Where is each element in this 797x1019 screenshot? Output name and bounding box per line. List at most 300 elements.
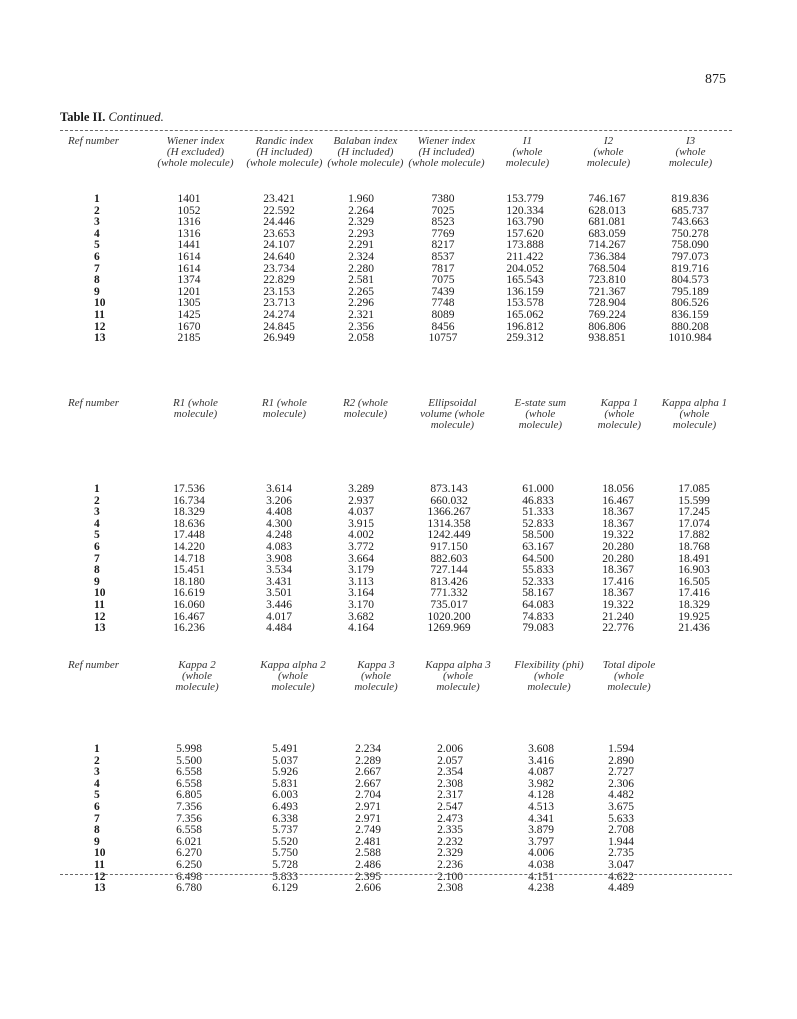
value-cell: 19.322 (602, 598, 634, 611)
value-cell: 55.833 (522, 564, 554, 577)
value-cell: 1242.449 (427, 529, 471, 542)
value-cell: 1.944 (608, 835, 634, 848)
value-cell: 1614 (177, 250, 201, 263)
ref-number-cell: 12 (94, 870, 106, 883)
value-cell: 4.622 (608, 870, 634, 883)
ref-number-cell: 10 (94, 847, 106, 860)
value-cell: 17.085 (678, 483, 710, 495)
value-cell: 1.594 (608, 743, 634, 755)
value-cell: 1201 (177, 285, 201, 298)
value-cell: 2.667 (355, 777, 381, 790)
table-row (60, 623, 732, 635)
value-cell: 8523 (431, 216, 455, 229)
value-cell: 63.167 (522, 540, 554, 553)
page-number: 875 (705, 72, 726, 87)
ref-number-cell: 5 (94, 529, 100, 542)
value-cell: 18.180 (173, 575, 205, 588)
table-section-3 (60, 660, 732, 895)
value-cell: 1366.267 (427, 506, 471, 519)
value-cell: 18.367 (602, 517, 634, 530)
value-cell: 4.037 (348, 506, 374, 519)
value-cell: 17.245 (678, 506, 710, 519)
value-cell: 806.526 (671, 297, 709, 310)
value-cell: 211.422 (506, 250, 544, 263)
ref-number-cell: 9 (94, 285, 100, 298)
value-cell: 2.395 (355, 870, 381, 883)
ref-number-cell: 4 (94, 777, 100, 790)
value-cell: 16.619 (173, 587, 205, 600)
ref-number-cell: 8 (94, 824, 100, 837)
ref-number-cell: 5 (94, 789, 100, 802)
value-cell: 1614 (177, 262, 201, 275)
value-cell: 6.129 (272, 882, 298, 895)
value-cell: 163.790 (506, 216, 544, 229)
value-cell: 18.768 (678, 540, 710, 553)
column-header: Total dipole (whole molecule) (602, 659, 656, 693)
value-cell: 4.489 (608, 882, 634, 895)
value-cell: 2.306 (608, 777, 634, 790)
value-cell: 804.573 (671, 274, 709, 287)
value-cell: 2.100 (437, 870, 463, 883)
value-cell: 7075 (431, 274, 455, 287)
value-cell: 2.289 (355, 754, 381, 767)
ref-number-cell: 6 (94, 540, 100, 553)
value-cell: 813.426 (430, 575, 468, 588)
column-header: I1 (whole molecule) (505, 135, 550, 169)
column-header: Kappa 1 (whole molecule) (597, 397, 642, 431)
value-cell: 7748 (431, 297, 455, 310)
ref-number-cell: 11 (94, 858, 105, 871)
value-cell: 6.250 (176, 858, 202, 871)
column-header: I3 (whole molecule) (668, 135, 713, 169)
table-row (60, 322, 732, 334)
table-section-2 (60, 398, 732, 635)
value-cell: 173.888 (506, 239, 544, 252)
value-cell: 6.021 (176, 835, 202, 848)
value-cell: 6.558 (176, 777, 202, 790)
value-cell: 15.451 (173, 564, 205, 577)
table-row (60, 194, 732, 206)
value-cell: 4.164 (348, 622, 374, 635)
value-cell: 3.206 (266, 494, 292, 507)
value-cell: 2.324 (348, 250, 374, 263)
column-header: Kappa 3 (whole molecule) (354, 659, 398, 693)
value-cell: 5.491 (272, 743, 298, 755)
table-row (60, 542, 732, 554)
value-cell: 736.384 (588, 250, 626, 263)
table-row (60, 565, 732, 577)
value-cell: 6.498 (176, 870, 202, 883)
value-cell: 5.833 (272, 870, 298, 883)
value-cell: 2.236 (437, 858, 463, 871)
ref-number-cell: 13 (94, 622, 106, 635)
value-cell: 3.772 (348, 540, 374, 553)
table-header-row (60, 398, 732, 444)
value-cell: 14.718 (173, 552, 205, 565)
table-row (60, 860, 732, 872)
ref-number-cell: 1 (94, 743, 100, 755)
value-cell: 2.265 (348, 285, 374, 298)
value-cell: 4.128 (528, 789, 554, 802)
column-header-ref-number: Ref number (68, 135, 120, 147)
ref-number-cell: 9 (94, 835, 100, 848)
column-header: Wiener index (H included) (whole molecule) (408, 135, 485, 169)
value-cell: 7439 (431, 285, 455, 298)
value-cell: 768.504 (588, 262, 626, 275)
value-cell: 2.486 (355, 858, 381, 871)
value-cell: 15.599 (678, 494, 710, 507)
value-cell: 19.925 (678, 610, 710, 623)
value-cell: 22.592 (263, 204, 295, 217)
value-cell: 1401 (177, 193, 201, 205)
value-cell: 17.416 (678, 587, 710, 600)
value-cell: 723.810 (588, 274, 626, 287)
value-cell: 2.296 (348, 297, 374, 310)
value-cell: 18.367 (602, 506, 634, 519)
value-cell: 882.603 (430, 552, 468, 565)
value-cell: 16.734 (173, 494, 205, 507)
value-cell: 259.312 (506, 332, 544, 345)
value-cell: 4.482 (608, 789, 634, 802)
value-cell: 2.704 (355, 789, 381, 802)
value-cell: 3.113 (348, 575, 374, 588)
value-cell: 22.829 (263, 274, 295, 287)
value-cell: 16.903 (678, 564, 710, 577)
value-cell: 24.107 (263, 239, 295, 252)
value-cell: 2.937 (348, 494, 374, 507)
value-cell: 743.663 (671, 216, 709, 229)
value-cell: 917.150 (430, 540, 468, 553)
value-cell: 2.321 (348, 308, 374, 321)
value-cell: 4.408 (266, 506, 292, 519)
value-cell: 1010.984 (668, 332, 712, 345)
value-cell: 2.547 (437, 800, 463, 813)
value-cell: 6.805 (176, 789, 202, 802)
value-cell: 17.448 (173, 529, 205, 542)
table-row (60, 802, 732, 814)
value-cell: 1316 (177, 227, 201, 240)
ref-number-cell: 10 (94, 297, 106, 310)
value-cell: 1670 (177, 320, 201, 333)
value-cell: 2.264 (348, 204, 374, 217)
value-cell: 4.248 (266, 529, 292, 542)
value-cell: 18.636 (173, 517, 205, 530)
value-cell: 2.708 (608, 824, 634, 837)
value-cell: 4.087 (528, 766, 554, 779)
ref-number-cell: 7 (94, 812, 100, 825)
value-cell: 4.513 (528, 800, 554, 813)
value-cell: 7025 (431, 204, 455, 217)
value-cell: 2.329 (437, 847, 463, 860)
value-cell: 2.234 (355, 743, 381, 755)
value-cell: 4.017 (266, 610, 292, 623)
value-cell: 74.833 (522, 610, 554, 623)
table-row (60, 240, 732, 252)
value-cell: 4.002 (348, 529, 374, 542)
table-row (60, 229, 732, 241)
value-cell: 2.971 (355, 800, 381, 813)
value-cell: 727.144 (430, 564, 468, 577)
table-row (60, 217, 732, 229)
value-cell: 26.949 (263, 332, 295, 345)
ref-number-cell: 10 (94, 587, 106, 600)
ref-number-cell: 2 (94, 754, 100, 767)
value-cell: 23.713 (263, 297, 295, 310)
ref-number-cell: 13 (94, 332, 106, 345)
value-cell: 17.416 (602, 575, 634, 588)
value-cell: 3.982 (528, 777, 554, 790)
value-cell: 1374 (177, 274, 201, 287)
value-cell: 5.998 (176, 743, 202, 755)
value-cell: 51.333 (522, 506, 554, 519)
column-header: Flexibility (phi) (whole molecule) (514, 659, 584, 693)
value-cell: 23.734 (263, 262, 295, 275)
table-caption-text: Continued. (108, 110, 164, 124)
column-header: R2 (whole molecule) (342, 397, 388, 420)
value-cell: 8537 (431, 250, 455, 263)
ref-number-cell: 3 (94, 506, 100, 519)
table-caption (60, 110, 164, 125)
value-cell: 16.060 (173, 598, 205, 611)
value-cell: 3.915 (348, 517, 374, 530)
value-cell: 4.484 (266, 622, 292, 635)
value-cell: 2.749 (355, 824, 381, 837)
value-cell: 721.367 (588, 285, 626, 298)
value-cell: 6.558 (176, 766, 202, 779)
column-header: Kappa 2 (whole molecule) (175, 659, 219, 693)
value-cell: 735.017 (430, 598, 468, 611)
ref-number-cell: 3 (94, 766, 100, 779)
value-cell: 795.189 (671, 285, 709, 298)
value-cell: 6.003 (272, 789, 298, 802)
table-row (60, 883, 732, 895)
value-cell: 3.908 (266, 552, 292, 565)
value-cell: 64.500 (522, 552, 554, 565)
value-cell: 17.074 (678, 517, 710, 530)
table-row (60, 825, 732, 837)
value-cell: 628.013 (588, 204, 626, 217)
ref-number-cell: 1 (94, 193, 100, 205)
value-cell: 3.682 (348, 610, 374, 623)
value-cell: 3.608 (528, 743, 554, 755)
value-cell: 14.220 (173, 540, 205, 553)
value-cell: 1020.200 (427, 610, 471, 623)
ref-number-cell: 11 (94, 308, 105, 321)
value-cell: 2.308 (437, 777, 463, 790)
ref-number-cell: 12 (94, 610, 106, 623)
value-cell: 61.000 (522, 483, 554, 495)
ref-number-cell: 8 (94, 564, 100, 577)
value-cell: 196.812 (506, 320, 544, 333)
value-cell: 10757 (428, 332, 458, 345)
value-cell: 2.232 (437, 835, 463, 848)
column-header: R1 (whole molecule) (173, 397, 218, 420)
value-cell: 819.716 (671, 262, 709, 275)
column-header: I2 (whole molecule) (586, 135, 631, 169)
value-cell: 3.614 (266, 483, 292, 495)
value-cell: 2.058 (348, 332, 374, 345)
value-cell: 5.750 (272, 847, 298, 860)
value-cell: 2.291 (348, 239, 374, 252)
value-cell: 18.056 (602, 483, 634, 495)
value-cell: 1269.969 (427, 622, 471, 635)
table-row (60, 206, 732, 218)
top-rule (60, 130, 732, 131)
value-cell: 6.780 (176, 882, 202, 895)
value-cell: 660.032 (430, 494, 468, 507)
value-cell: 2.667 (355, 766, 381, 779)
ref-number-cell: 6 (94, 250, 100, 263)
value-cell: 1305 (177, 297, 201, 310)
value-cell: 1.960 (348, 193, 374, 205)
table-row (60, 298, 732, 310)
column-header: Kappa alpha 3 (whole molecule) (425, 659, 491, 693)
value-cell: 4.038 (528, 858, 554, 871)
value-cell: 1314.358 (427, 517, 471, 530)
table-header-row (60, 660, 732, 706)
value-cell: 6.558 (176, 824, 202, 837)
value-cell: 3.164 (348, 587, 374, 600)
value-cell: 2.890 (608, 754, 634, 767)
column-header: E-state sum (whole molecule) (514, 397, 567, 431)
value-cell: 3.501 (266, 587, 292, 600)
value-cell: 5.728 (272, 858, 298, 871)
value-cell: 4.151 (528, 870, 554, 883)
value-cell: 2.727 (608, 766, 634, 779)
value-cell: 771.332 (430, 587, 468, 600)
value-cell: 2.606 (355, 882, 381, 895)
value-cell: 24.640 (263, 250, 295, 263)
ref-number-cell: 4 (94, 517, 100, 530)
value-cell: 681.081 (588, 216, 626, 229)
value-cell: 880.208 (671, 320, 709, 333)
value-cell: 2.329 (348, 216, 374, 229)
value-cell: 204.052 (506, 262, 544, 275)
value-cell: 2.057 (437, 754, 463, 767)
value-cell: 7769 (431, 227, 455, 240)
value-cell: 819.836 (671, 193, 709, 205)
value-cell: 157.620 (506, 227, 544, 240)
value-cell: 17.536 (173, 483, 205, 495)
value-cell: 8217 (431, 239, 455, 252)
value-cell: 683.059 (588, 227, 626, 240)
value-cell: 52.833 (522, 517, 554, 530)
value-cell: 5.500 (176, 754, 202, 767)
table-row (60, 264, 732, 276)
ref-number-cell: 6 (94, 800, 100, 813)
value-cell: 8456 (431, 320, 455, 333)
column-header: Randic index (H included) (whole molecule) (246, 135, 323, 169)
ref-number-cell: 7 (94, 552, 100, 565)
value-cell: 136.159 (506, 285, 544, 298)
value-cell: 2.581 (348, 274, 374, 287)
value-cell: 873.143 (430, 483, 468, 495)
column-header: Kappa alpha 2 (whole molecule) (260, 659, 326, 693)
value-cell: 20.280 (602, 540, 634, 553)
value-cell: 2.481 (355, 835, 381, 848)
value-cell: 2.308 (437, 882, 463, 895)
value-cell: 7.356 (176, 812, 202, 825)
value-cell: 2.735 (608, 847, 634, 860)
value-cell: 6.338 (272, 812, 298, 825)
value-cell: 3.446 (266, 598, 292, 611)
ref-number-cell: 3 (94, 216, 100, 229)
column-header-ref-number: Ref number (68, 397, 120, 409)
value-cell: 2.473 (437, 812, 463, 825)
value-cell: 1425 (177, 308, 201, 321)
ref-number-cell: 7 (94, 262, 100, 275)
value-cell: 3.179 (348, 564, 374, 577)
value-cell: 5.926 (272, 766, 298, 779)
value-cell: 4.083 (266, 540, 292, 553)
value-cell: 2.280 (348, 262, 374, 275)
value-cell: 4.238 (528, 882, 554, 895)
value-cell: 806.806 (588, 320, 626, 333)
value-cell: 153.578 (506, 297, 544, 310)
value-cell: 3.797 (528, 835, 554, 848)
value-cell: 3.879 (528, 824, 554, 837)
ref-number-cell: 11 (94, 598, 105, 611)
table-row (60, 310, 732, 322)
value-cell: 6.270 (176, 847, 202, 860)
value-cell: 153.779 (506, 193, 544, 205)
ref-number-cell: 12 (94, 320, 106, 333)
value-cell: 4.341 (528, 812, 554, 825)
value-cell: 16.236 (173, 622, 205, 635)
value-cell: 23.421 (263, 193, 295, 205)
value-cell: 2.354 (437, 766, 463, 779)
value-cell: 5.520 (272, 835, 298, 848)
value-cell: 7380 (431, 193, 455, 205)
value-cell: 3.416 (528, 754, 554, 767)
value-cell: 4.006 (528, 847, 554, 860)
value-cell: 1052 (177, 204, 201, 217)
value-cell: 2.317 (437, 789, 463, 802)
value-cell: 2.971 (355, 812, 381, 825)
ref-number-cell: 2 (94, 204, 100, 217)
value-cell: 46.833 (522, 494, 554, 507)
value-cell: 4.300 (266, 517, 292, 530)
column-header: Wiener index (H excluded) (whole molecule) (157, 135, 234, 169)
value-cell: 7817 (431, 262, 455, 275)
value-cell: 58.500 (522, 529, 554, 542)
value-cell: 16.505 (678, 575, 710, 588)
value-cell: 19.322 (602, 529, 634, 542)
value-cell: 2185 (177, 332, 201, 345)
value-cell: 728.904 (588, 297, 626, 310)
value-cell: 64.083 (522, 598, 554, 611)
ref-number-cell: 9 (94, 575, 100, 588)
value-cell: 16.467 (173, 610, 205, 623)
value-cell: 79.083 (522, 622, 554, 635)
value-cell: 1441 (177, 239, 201, 252)
value-cell: 22.776 (602, 622, 634, 635)
value-cell: 18.329 (173, 506, 205, 519)
value-cell: 2.335 (437, 824, 463, 837)
value-cell: 21.436 (678, 622, 710, 635)
value-cell: 2.293 (348, 227, 374, 240)
column-header: Balaban index (H included) (whole molecule) (327, 135, 404, 169)
ref-number-cell: 13 (94, 882, 106, 895)
value-cell: 18.491 (678, 552, 710, 565)
value-cell: 58.167 (522, 587, 554, 600)
value-cell: 3.664 (348, 552, 374, 565)
table-row (60, 252, 732, 264)
value-cell: 2.588 (355, 847, 381, 860)
value-cell: 685.737 (671, 204, 709, 217)
value-cell: 2.356 (348, 320, 374, 333)
value-cell: 52.333 (522, 575, 554, 588)
